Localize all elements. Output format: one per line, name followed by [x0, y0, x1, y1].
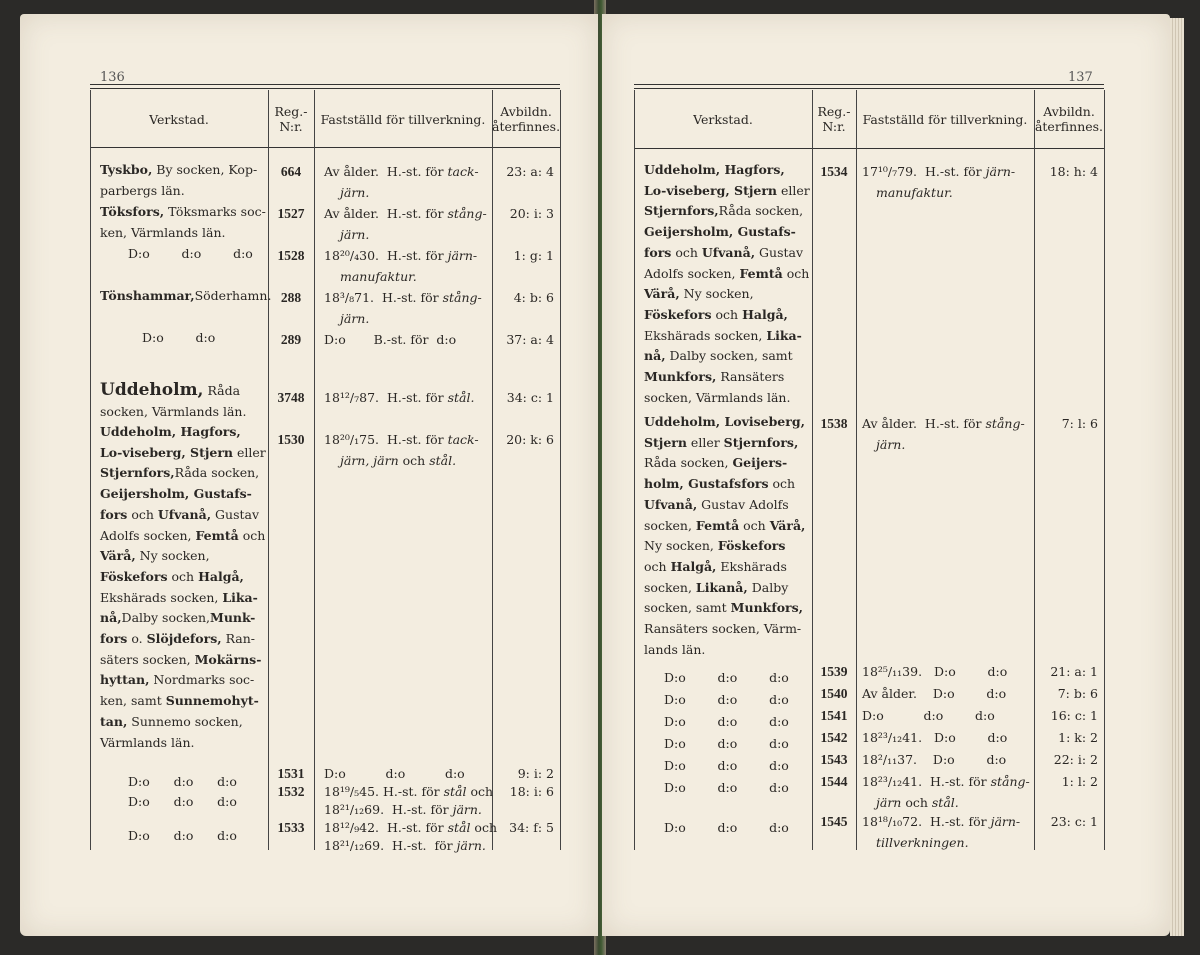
header-verkstad: Verkstad.	[693, 112, 753, 127]
verkstad-dio: D:o d:o d:o	[664, 820, 789, 835]
faststalld-text: 18²/₁₁37. D:o d:o	[862, 752, 1007, 767]
verkstad-entry: D:o d:o d:o	[128, 794, 237, 809]
avbildn-ref: 7: b: 6	[1057, 686, 1098, 701]
reg-number: 1534	[820, 164, 848, 179]
verkstad-entry: Tyskbo, By socken, Kop-parbergs län.	[100, 162, 258, 198]
faststalld-text: 18²³/₁₂41. H.-st. för stång-	[862, 774, 1030, 789]
faststalld-text: 18²¹/₁₂69. H.-st. för järn.	[324, 802, 482, 817]
verkstad-entry: D:o d:o	[142, 330, 216, 345]
faststalld-text: järn och stål.	[876, 795, 959, 810]
column-line	[1104, 90, 1105, 850]
header-faststalld: Fastställd för tillverkning.	[320, 112, 486, 127]
verkstad-entry: Uddeholm, Råda socken, Värmlands län.	[100, 380, 247, 419]
faststalld-text: D:o d:o d:o	[324, 766, 465, 781]
reg-number: 289	[280, 332, 302, 347]
reg-number: 3748	[277, 390, 305, 405]
faststalld-text: manufaktur.	[340, 269, 417, 284]
avbildn-ref: 37: a: 4	[506, 332, 554, 347]
faststalld-text: 18¹²/₉42. H.-st. för stål och	[324, 820, 498, 835]
reg-number: 1540	[820, 686, 848, 701]
avbildn-ref: 1: k: 2	[1058, 730, 1098, 745]
avbildn-ref: 21: a: 1	[1050, 664, 1098, 679]
avbildn-ref: 34: c: 1	[506, 390, 554, 405]
reg-number: 664	[280, 164, 302, 179]
verkstad-dio: D:o d:o d:o	[664, 692, 789, 707]
avbildn-ref: 9: i: 2	[517, 766, 554, 781]
reg-number: 1541	[820, 708, 848, 723]
right-page	[602, 14, 1170, 936]
column-line	[560, 90, 561, 850]
top-rule-inner	[90, 88, 560, 89]
avbildn-ref: 18: i: 6	[509, 784, 554, 799]
avbildn-ref: 23: a: 4	[506, 164, 554, 179]
faststalld-text: 18³/₈71. H.-st. för stång-	[324, 290, 482, 305]
avbildn-ref: 20: i: 3	[509, 206, 554, 221]
faststalld-text: 18²⁵/₁₁39. D:o d:o	[862, 664, 1008, 679]
faststalld-text: Av ålder. H.-st. för stång-	[324, 206, 487, 221]
verkstad-entry: Uddeholm, Hagfors, Lo-viseberg, Stjern eller Stjernfors,Råda socken, Geijersholm, Gustafs-fors och Ufvanå, Gustav Adolfs socken, Femtå och Värå, Ny socken, Föskefors och Halgå, Ekshärads socken, Lika-nå, Dalby socken, samt Munkfors, Ransäters socken, Värmlands län.	[644, 162, 810, 405]
reg-number: 1533	[277, 820, 305, 835]
left-page	[20, 14, 598, 936]
faststalld-text: D:o d:o d:o	[862, 708, 995, 723]
faststalld-text: 18¹⁹/₅45. H.-st. för stål och	[324, 784, 494, 799]
column-line	[492, 90, 493, 850]
reg-number: 1542	[820, 730, 848, 745]
faststalld-text: tillverkningen.	[876, 835, 969, 850]
reg-number: 1531	[277, 766, 305, 781]
faststalld-text: järn, järn och stål.	[340, 453, 457, 468]
header-rule	[90, 147, 560, 148]
avbildn-ref: 18: h: 4	[1049, 164, 1098, 179]
faststalld-text: järn.	[876, 437, 906, 452]
header-verkstad: Verkstad.	[149, 112, 209, 127]
reg-number: 1532	[277, 784, 305, 799]
page-edges	[1170, 18, 1184, 936]
reg-number: 1528	[277, 248, 305, 263]
header-reg: Reg.- N:r.	[274, 104, 308, 134]
faststalld-text: järn.	[340, 227, 370, 242]
verkstad-entry: Uddeholm, Hagfors, Lo-viseberg, Stjern eller Stjernfors,Råda socken, Geijersholm, Gustafs-fors och Ufvanå, Gustav Adolfs socken, Femtå och Värå, Ny socken, Föskefors och Halgå, Ekshärads socken, Lika-nå,Dalby socken,Munk-fors o. Slöjdefors, Ran-säters socken, Mokärns-hyttan, Nordmarks soc-ken, samt Sunnemohyt-tan, Sunnemo socken, Värmlands län.	[100, 424, 266, 750]
column-line	[634, 90, 635, 850]
avbildn-ref: 16: c: 1	[1050, 708, 1098, 723]
verkstad-entry: D:o d:o d:o	[128, 828, 237, 843]
verkstad-dio: D:o d:o d:o	[664, 670, 789, 685]
faststalld-text: 18²⁰/₄30. H.-st. för järn-	[324, 248, 478, 263]
avbildn-ref: 23: c: 1	[1050, 814, 1098, 829]
reg-number: 1530	[277, 432, 305, 447]
column-line	[268, 90, 269, 850]
faststalld-text: 18²⁰/₁75. H.-st. för tack-	[324, 432, 479, 447]
faststalld-text: D:o B.-st. för d:o	[324, 332, 457, 347]
verkstad-entry: Töksfors, Töksmarks soc-ken, Värmlands län.	[100, 204, 266, 240]
top-rule	[634, 84, 1104, 85]
top-rule	[90, 84, 560, 85]
verkstad-entry: Uddeholm, Loviseberg, Stjern eller Stjernfors, Råda socken, Geijers-holm, Gustafsfors och Ufvanå, Gustav Adolfs socken, Femtå och Värå, Ny socken, Föskefors och Halgå, Ekshärads socken, Likanå, Dalby socken, samt Munkfors, Ransäters socken, Värm-lands län.	[644, 414, 806, 657]
faststalld-text: 18¹⁸/₁₀72. H.-st. för järn-	[862, 814, 1021, 829]
header-avbildn: Avbildn. återfinnes.	[1034, 104, 1104, 134]
faststalld-text: järn.	[340, 185, 370, 200]
verkstad-dio: D:o d:o d:o	[664, 780, 789, 795]
top-rule-inner	[634, 88, 1104, 89]
column-line	[314, 90, 315, 850]
reg-number: 288	[280, 290, 302, 305]
faststalld-text: 18²³/₁₂41. D:o d:o	[862, 730, 1008, 745]
verkstad-entry: Tönshammar,Söderhamn.	[100, 288, 272, 303]
verkstad-dio: D:o d:o d:o	[664, 758, 789, 773]
reg-number: 1539	[820, 664, 848, 679]
faststalld-text: manufaktur.	[876, 185, 953, 200]
column-line	[856, 90, 857, 850]
verkstad-dio: D:o d:o d:o	[664, 736, 789, 751]
avbildn-ref: 1: l: 2	[1061, 774, 1098, 789]
reg-number: 1527	[277, 206, 305, 221]
avbildn-ref: 7: l: 6	[1061, 416, 1098, 431]
verkstad-entry: D:o d:o d:o	[128, 246, 253, 261]
page-number: 137	[1068, 70, 1093, 85]
verkstad-entry: D:o d:o d:o	[128, 774, 237, 789]
faststalld-text: Av ålder. H.-st. för stång-	[862, 416, 1025, 431]
header-avbildn: Avbildn. återfinnes.	[492, 104, 561, 134]
reg-number: 1538	[820, 416, 848, 431]
avbildn-ref: 1: g: 1	[513, 248, 554, 263]
header-reg: Reg.- N:r.	[817, 104, 851, 134]
reg-number: 1545	[820, 814, 848, 829]
faststalld-text: 17¹⁰/₇79. H.-st. för järn-	[862, 164, 1016, 179]
faststalld-text: järn.	[340, 311, 370, 326]
faststalld-text: Av ålder. D:o d:o	[862, 686, 1007, 701]
page-number: 136	[100, 70, 125, 85]
faststalld-text: 18¹²/₇87. H.-st. för stål.	[324, 390, 475, 405]
verkstad-dio: D:o d:o d:o	[664, 714, 789, 729]
avbildn-ref: 4: b: 6	[513, 290, 554, 305]
avbildn-ref: 20: k: 6	[506, 432, 554, 447]
header-faststalld: Fastställd för tillverkning.	[862, 112, 1028, 127]
reg-number: 1544	[820, 774, 848, 789]
faststalld-text: Av ålder. H.-st. för tack-	[324, 164, 479, 179]
reg-number: 1543	[820, 752, 848, 767]
faststalld-text: 18²¹/₁₂69. H.-st. för järn.	[324, 838, 486, 853]
avbildn-ref: 34: f: 5	[509, 820, 554, 835]
avbildn-ref: 22: i: 2	[1053, 752, 1098, 767]
column-line	[90, 90, 91, 850]
